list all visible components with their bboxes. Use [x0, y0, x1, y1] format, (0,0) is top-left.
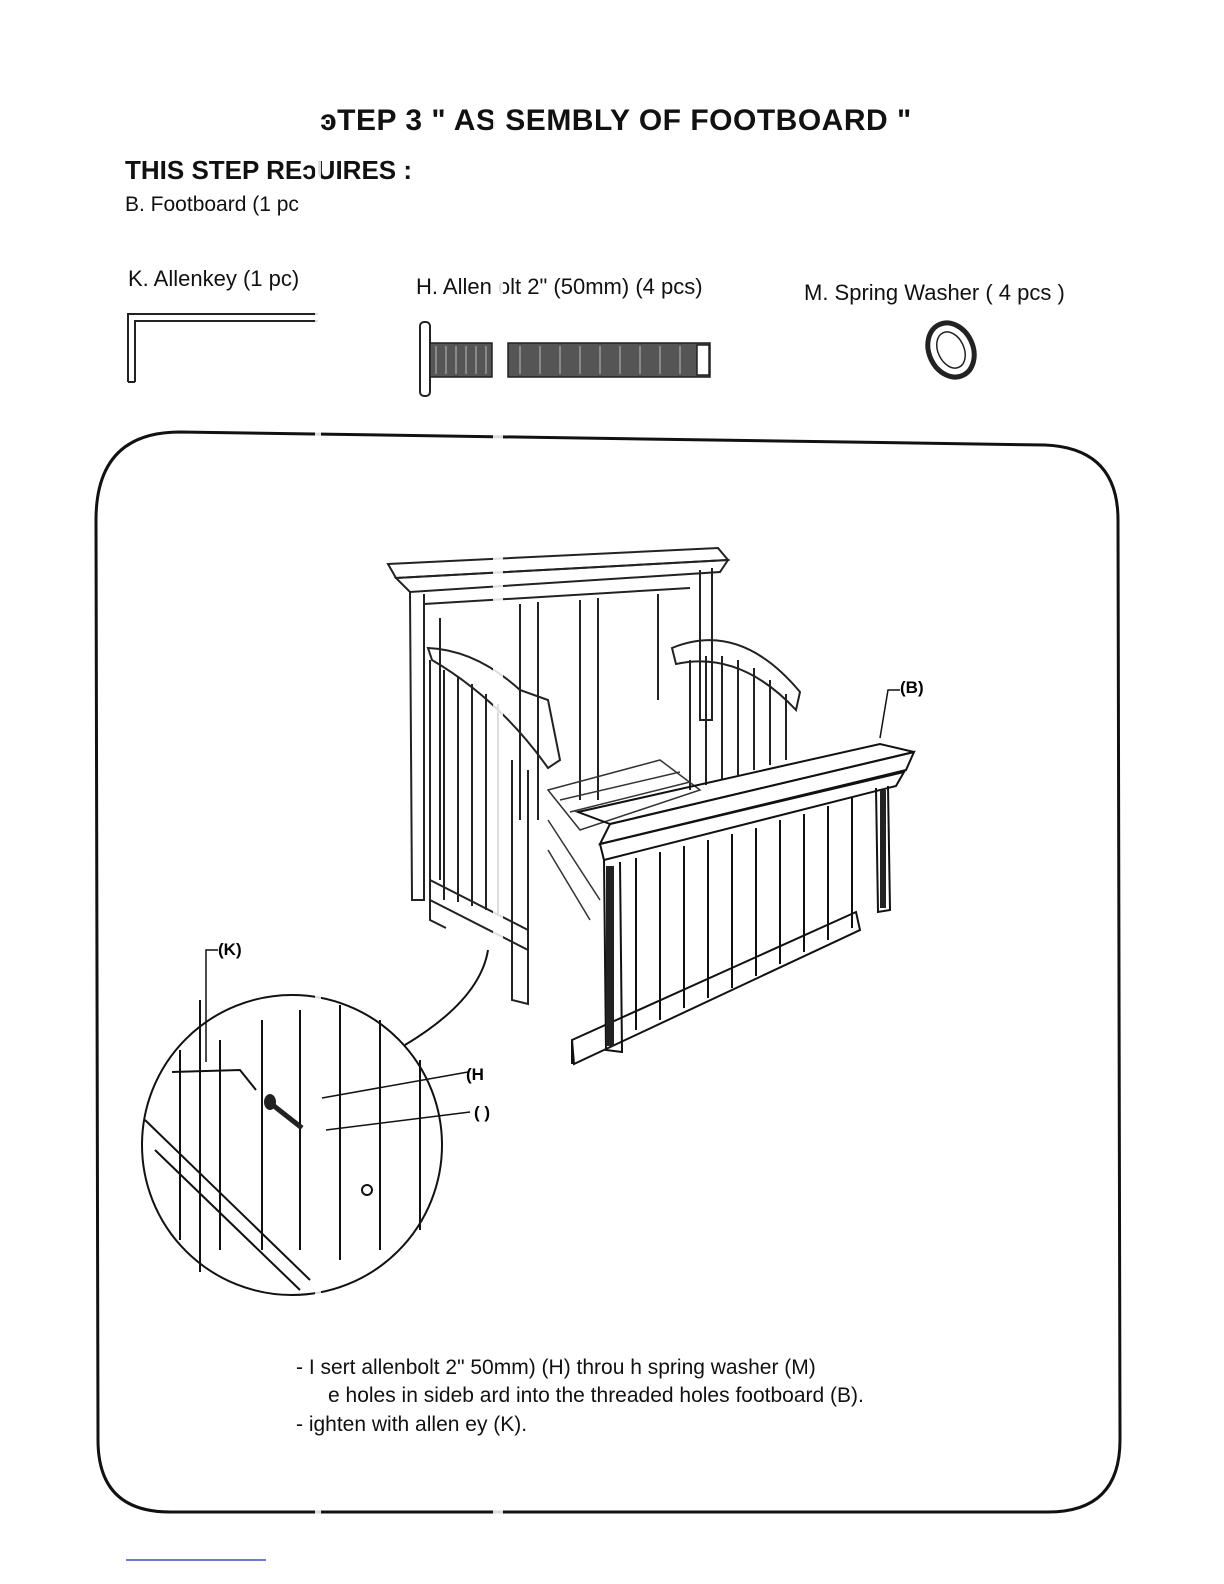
mattress-spring: [548, 760, 700, 920]
instruction-line-3: - ighten with allen ey (K).: [296, 1413, 528, 1436]
callout-m: ( ): [474, 1103, 491, 1122]
allen-key-icon: [128, 314, 318, 382]
bolt-icon: [420, 322, 710, 396]
instruction-line-2: e holes in sideb ard into the threaded holes footboard (B).: [328, 1384, 864, 1407]
spring-washer-label: M. Spring Washer ( 4 pcs ): [804, 280, 1065, 305]
callout-k: (K): [218, 940, 242, 959]
footboard-part-line: B. Footboard (1 pc: [125, 193, 299, 216]
requires-heading: THIS STEP REͻUIRES :: [125, 155, 413, 185]
page-title: ͽTEP 3 " AS SEMBLY OF FOOTBOARD ": [320, 104, 912, 137]
crib-headboard: [388, 548, 728, 900]
allenbolt-label: H. Allen olt 2" (50mm) (4 pcs): [416, 274, 703, 299]
allenkey-label: K. Allenkey (1 pc): [128, 266, 300, 291]
callout-h: (H: [466, 1065, 484, 1084]
crib-right-side: [672, 640, 800, 790]
footboard-illustration: [572, 744, 914, 1064]
callout-b: (B): [900, 678, 924, 697]
spring-washer-icon: [919, 315, 983, 384]
instruction-line-1: - I sert allenbolt 2" 50mm) (H) throu h spring washer (M): [296, 1356, 816, 1379]
